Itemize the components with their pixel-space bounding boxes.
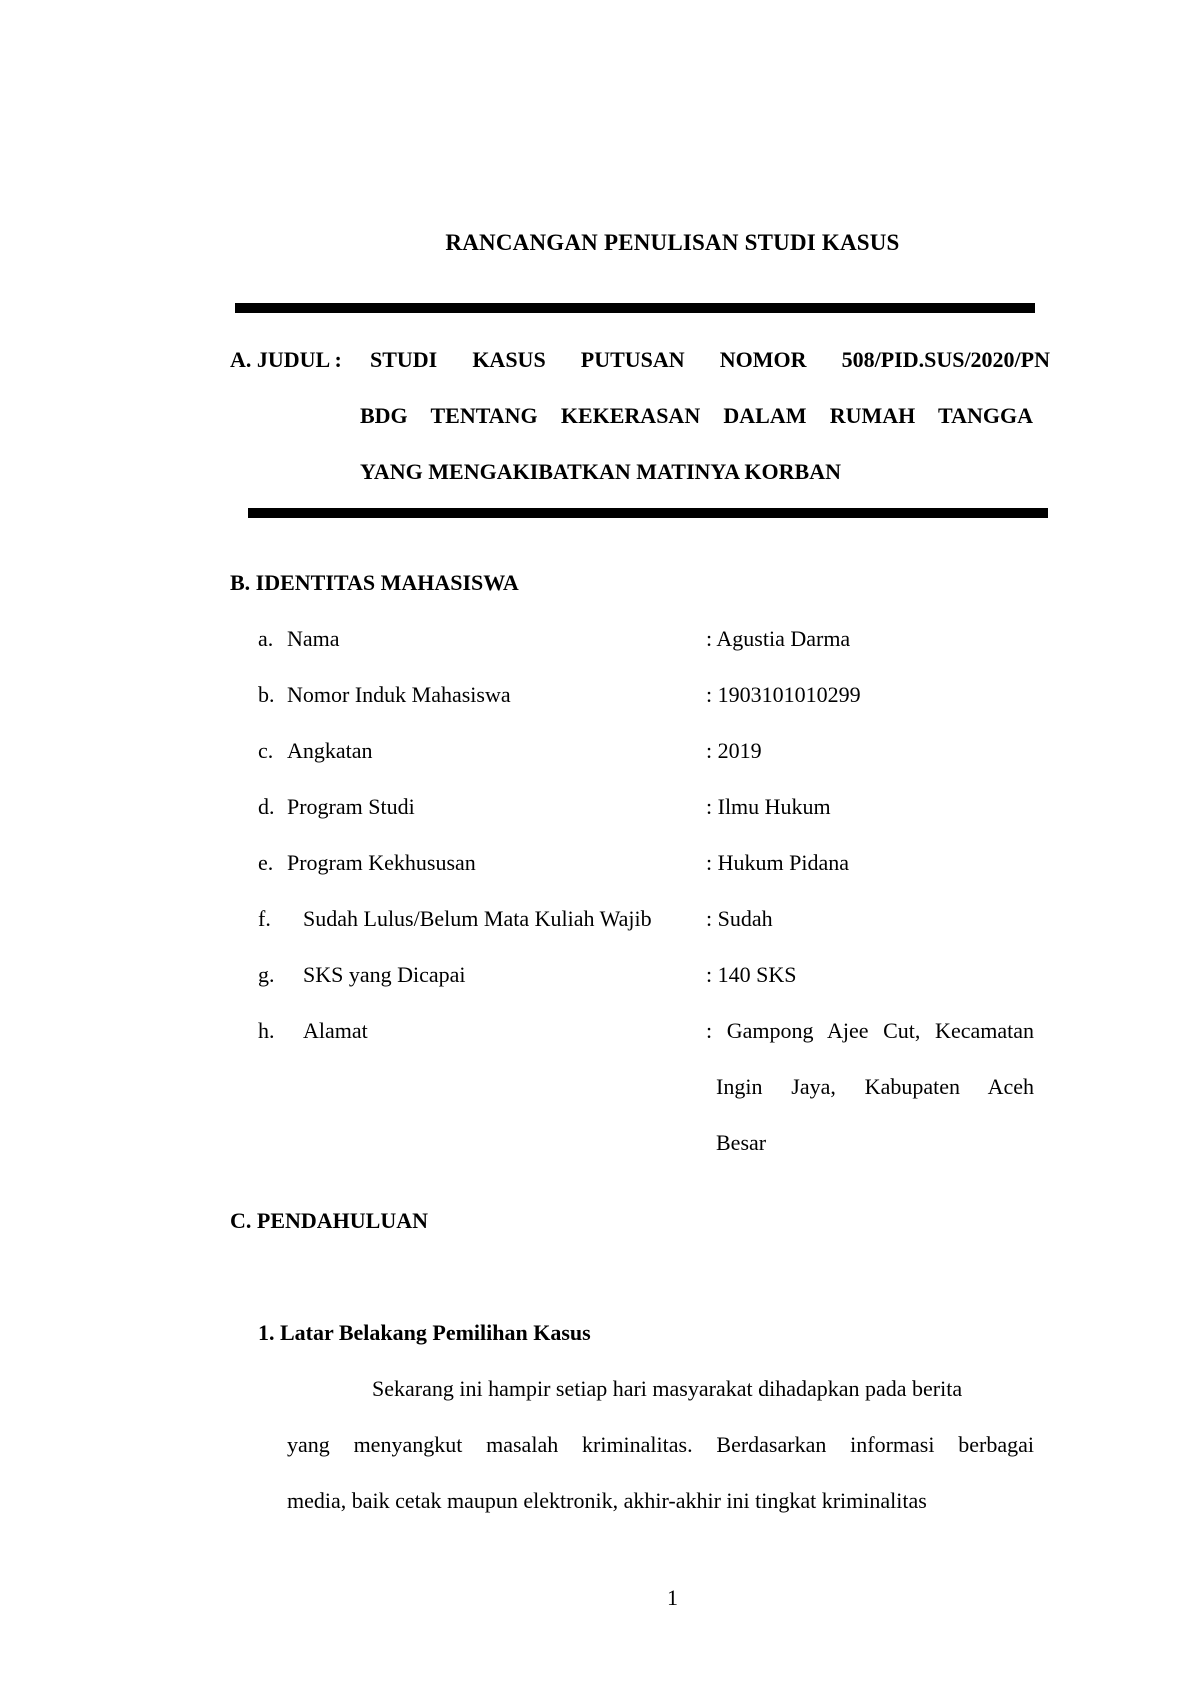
item-value-nama: : Agustia Darma [706, 626, 851, 651]
item-marker: e. [258, 850, 274, 875]
judul-line-3: YANG MENGAKIBATKAN MATINYA KORBAN [360, 459, 841, 484]
title-rule-bottom [248, 508, 1048, 518]
item-label-nim: Nomor Induk Mahasiswa [287, 682, 511, 707]
section-a-label: A. JUDUL : [230, 347, 342, 372]
document-title: RANCANGAN PENULISAN STUDI KASUS [445, 230, 900, 255]
item-label-sks: SKS yang Dicapai [303, 962, 466, 987]
section-b-heading: B. IDENTITAS MAHASISWA [230, 570, 519, 595]
paragraph-line: media, baik cetak maupun elektronik, akhir-akhir ini tingkat kriminalitas [287, 1488, 927, 1513]
item-value-angkatan: : 2019 [706, 738, 762, 763]
item-value-nim: : 1903101010299 [706, 682, 861, 707]
alamat-continuation-line: Ingin Jaya, Kabupaten Aceh [716, 1074, 1034, 1099]
title-rule-top [235, 303, 1035, 313]
item-value-mata-kuliah: : Sudah [706, 906, 773, 931]
item-marker: b. [258, 682, 275, 707]
subsection-heading: 1. Latar Belakang Pemilihan Kasus [258, 1320, 591, 1345]
item-value-alamat: : Gampong Ajee Cut, Kecamatan [706, 1018, 1034, 1043]
item-value-kekhususan: : Hukum Pidana [706, 850, 849, 875]
page-number: 1 [667, 1585, 678, 1610]
judul-line-1: STUDI KASUS PUTUSAN NOMOR 508/PID.SUS/2020/PN [370, 347, 1050, 372]
item-label-angkatan: Angkatan [287, 738, 373, 763]
alamat-continuation-line: Besar [716, 1130, 767, 1155]
item-label-kekhususan: Program Kekhususan [287, 850, 476, 875]
item-value-sks: : 140 SKS [706, 962, 797, 987]
judul-line-2: BDG TENTANG KEKERASAN DALAM RUMAH TANGGA [360, 403, 1033, 428]
item-label-program-studi: Program Studi [287, 794, 415, 819]
item-marker: g. [258, 962, 275, 987]
paragraph-line: Sekarang ini hampir setiap hari masyarakat dihadapkan pada berita [372, 1376, 963, 1401]
item-marker: d. [258, 794, 275, 819]
item-label-nama: Nama [287, 626, 340, 651]
item-label-alamat: Alamat [303, 1018, 368, 1043]
section-c-heading: C. PENDAHULUAN [230, 1208, 428, 1233]
item-value-program-studi: : Ilmu Hukum [706, 794, 831, 819]
item-marker: c. [258, 738, 274, 763]
paragraph-line: yang menyangkut masalah kriminalitas. Berdasarkan informasi berbagai [287, 1432, 1034, 1457]
item-marker: f. [258, 906, 271, 931]
item-marker: a. [258, 626, 274, 651]
item-label-mata-kuliah: Sudah Lulus/Belum Mata Kuliah Wajib [303, 906, 652, 931]
item-marker: h. [258, 1018, 275, 1043]
